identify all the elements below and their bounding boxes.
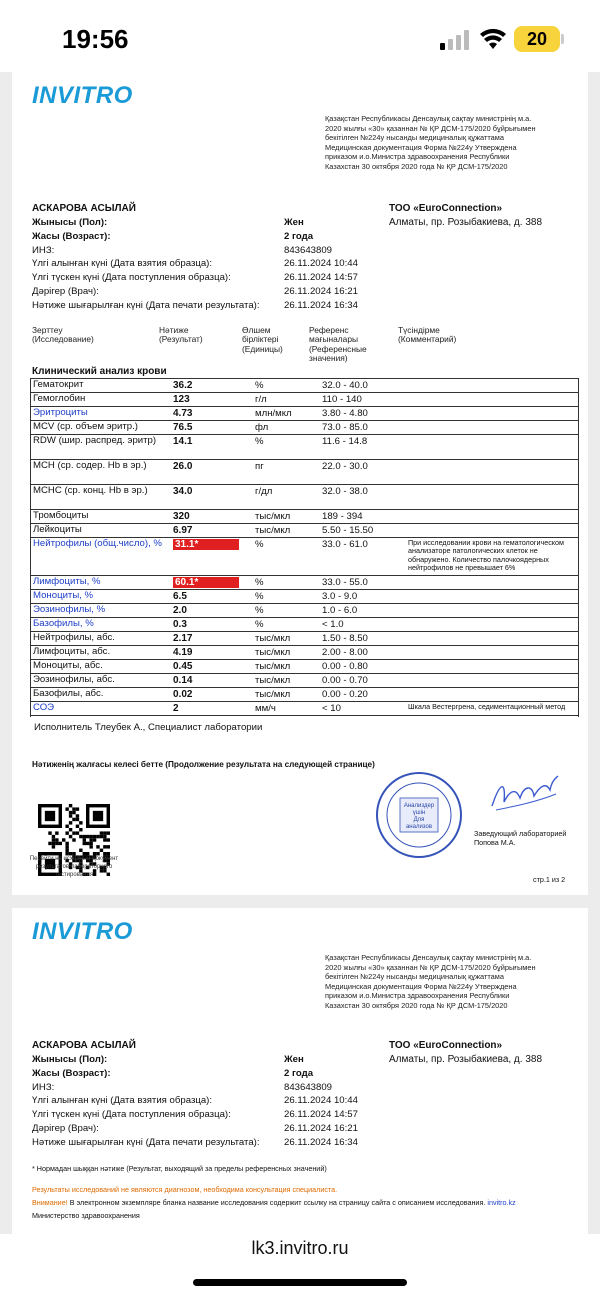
table-row: [30, 618, 578, 632]
table-row: [30, 632, 578, 646]
reference-range: 33.0 - 61.0: [322, 539, 368, 550]
result-cell: [173, 422, 192, 433]
table-row: [30, 435, 578, 460]
legal-notice-2: Қазақстан Республикасы Денсаулық сақтау министрінің м.а. 2020 жылғы «30» қазаннан № ҚР ДСМ-175/2020 бұйрығымен бекітілген №224у нысанды медициналық құжаттама Медицинская документация Форма №224у Утверждена приказом и.о.Министра здравоохранения Республики Казахстан 30 октября 2020 года № ҚР ДСМ-175/2020: [325, 953, 536, 1010]
test-name[interactable]: Эритроциты: [33, 407, 88, 418]
table-row: [30, 510, 578, 524]
result-value: 2: [173, 703, 179, 714]
patient-field: [32, 1054, 552, 1068]
patient-field: [32, 286, 552, 300]
note-electronic-copy: Внимание! В электронном экземпляре бланка название исследования содержит ссылку на страницу сайта с описанием исследования. invitro.kz: [32, 1198, 516, 1207]
test-name[interactable]: Лимфоциты, %: [33, 576, 101, 587]
field-value: 843643809: [284, 1081, 333, 1093]
patient-name: АСКАРОВА АСЫЛАЙ: [32, 203, 136, 214]
svg-text:анализов: анализов: [405, 824, 433, 830]
result-cell: [173, 408, 192, 419]
units: %: [255, 577, 264, 588]
test-name[interactable]: Эозинофилы, %: [33, 604, 106, 615]
field-value: 26.11.2024 10:44: [284, 1095, 358, 1107]
patient-field: [32, 1068, 552, 1082]
result-cell: [173, 591, 187, 602]
units: тыс/мкл: [255, 511, 291, 522]
test-name[interactable]: СОЭ: [33, 702, 55, 713]
field-value: 26.11.2024 16:34: [284, 1136, 358, 1148]
address-bar-url[interactable]: lk3.invitro.ru: [251, 1238, 349, 1258]
result-cell: [173, 689, 192, 700]
reference-range: 1.0 - 6.0: [322, 605, 358, 616]
result-value: 36.2: [173, 380, 193, 391]
units: фл: [255, 422, 269, 433]
patient-details: [32, 217, 552, 314]
lab-organization: ТОО «EuroConnection» Алматы, пр. Розыбакиева, д. 388: [389, 203, 543, 228]
reference-range: 3.0 - 9.0: [322, 591, 358, 602]
table-row: [30, 604, 578, 618]
table-border-left: [30, 378, 31, 717]
result-value: 0.02: [173, 689, 193, 700]
units: тыс/мкл: [255, 675, 291, 686]
test-name: Гематокрит: [33, 379, 84, 390]
result-cell: [173, 394, 190, 405]
qr-caption: Перейти на исходный документ результатов лабораторного тестирования: [29, 856, 119, 878]
page-number: стр.1 из 2: [533, 875, 566, 884]
reference-range: 0.00 - 0.80: [322, 661, 368, 672]
field-label: Жасы (Возраст):: [32, 1067, 111, 1079]
field-value: 2 года: [284, 230, 314, 242]
patient-field: [32, 1123, 552, 1137]
svg-text:үшін: үшін: [412, 810, 426, 816]
document-page-1: INVITRO Қазақстан Республикасы Денсаулық сақтау министрінің м.а. 2020 жылғы «30» қазаннан № ҚР ДСМ-175/2020 бұйрығымен бекітілген №224у нысанды медициналық құжаттама Медицинская документация Форма №224у Утверждена приказом и.о.Министра здравоохранения Республики Казахстан 30 октября 2020 года № ҚР ДСМ-175/2020 АСКАРОВА АСЫЛАЙ ТОО «EuroConnection» Алматы, пр. Розыбакиева, д. 388 Жынысы (Пол): Жен Жасы (Возраст): 2 года ИНЗ: 843643809 Үлгі алынған күні (Дата взятия образца): 26.11.2024 10:44 Үлгі түскен күні (Дата поступления образца): 26.11.2024 14:57 Дәрігер (Врач): 26.11.2024 16:21 Нәтиже шығарылған күні (Дата печати результата): 26.11.2024 16:34 Зерттеу (Исследование) Нәтиже (Результат) Өлшем бірліктері (Единицы) Референс мағыналары (Референсные значения) Түсіндірме (Комментарий) Клинический анализ крови Гематокрит 36.2 % 32.0 - 40.0 Гемоглобин 123 г/л 110 - 140 Эритроциты 4.73 млн/мкл 3.80 - 4.80 MCV (ср. объем эритр.) 76.5 фл 73.0 - 85.0 RDW (шир. распред. эритр) 14.1 % 11.6 - 14.8 MCH (ср. содер. Hb в эр.) 26.0 пг 22.0 - 30.0 MCHC (ср. конц. Hb в эр.) 34.0 г/дл 32.0 - 38.0 Тромбоциты 320 тыс/мкл 189 - 394 Лейкоциты 6.97 тыс/мкл 5.50 - 15.50 Нейтрофилы (общ.число), % 31.1* % 33.0 - 61.0 При исследовании крови на гематологическом анализаторе патологических клеток не обнаружено. Количество палочкоядерных нейтрофилов не превышает 6% Лимфоциты, % 60.1* % 33.0 - 55.0 Моноциты, % 6.5 % 3.0 - 9.0 Эозинофилы, % 2.0 % 1.0 - 6.0 Базофилы, % 0.3 % < 1.0 Нейтрофилы, абс. 2.17 тыс/мкл 1.50 - 8.50 Лимфоциты, абс. 4.19 тыс/мкл 2.00 - 8.00 Моноциты, абс. 0.45 тыс/мкл 0.00 - 0.80 Эозинофилы, абс. 0.14 тыс/мкл 0.00 - 0.70 Базофилы, абс. 0.02 тыс/мкл 0.00 - 0.20 СОЭ 2 мм/ч < 10 Шкала Вестергрена, седиментационный метод Исполнитель Тлеубек А., Специалист лаборатории Нәтиженің жалғасы келесі бетте (Продолжение результата на следующей странице) Перейти на исходный документ результатов лабораторного тестирования Анализдер үшін Для анализов Заведующий лабораторией Попова М.А. стр.1 из 2: [12, 72, 588, 895]
units: тыс/мкл: [255, 689, 291, 700]
units: %: [255, 436, 264, 447]
lab-organization-2: ТОО «EuroConnection» Алматы, пр. Розыбакиева, д. 388: [389, 1040, 543, 1065]
patient-field: [32, 272, 552, 286]
result-cell: [173, 577, 239, 588]
test-name[interactable]: Базофилы, %: [33, 618, 94, 629]
wifi-icon: [480, 28, 506, 50]
reference-range: 5.50 - 15.50: [322, 525, 374, 536]
field-label: ИНЗ:: [32, 244, 55, 256]
test-name[interactable]: Нейтрофилы (общ.число), %: [33, 538, 162, 549]
result-value: 4.19: [173, 647, 193, 658]
invitro-logo: INVITRO: [32, 82, 133, 109]
table-row: [30, 702, 578, 716]
patient-name-2: АСКАРОВА АСЫЛАЙ: [32, 1040, 136, 1051]
result-value: 2.0: [173, 605, 187, 616]
svg-text:Анализдер: Анализдер: [403, 803, 435, 809]
table-row: [30, 674, 578, 688]
field-label: Жынысы (Пол):: [32, 1054, 108, 1065]
test-name: MCH (ср. содер. Hb в эр.): [33, 460, 147, 471]
result-value: 4.73: [173, 408, 193, 419]
units: тыс/мкл: [255, 661, 291, 672]
test-name: Базофилы, абс.: [33, 688, 104, 699]
invitro-kz-link[interactable]: invitro.kz: [487, 1198, 516, 1207]
document-viewer[interactable]: [0, 72, 600, 1234]
table-row: [30, 421, 578, 435]
test-name: Нейтрофилы, абс.: [33, 632, 115, 643]
note-out-of-range: * Нормадан шыққан нәтиже (Результат, выходящий за пределы референсных значений): [32, 1164, 327, 1173]
clock: 19:56: [62, 24, 129, 54]
field-value: Жен: [284, 217, 304, 228]
field-label: Нәтиже шығарылған күні (Дата печати результата):: [32, 299, 260, 311]
reference-range: 32.0 - 40.0: [322, 380, 368, 391]
patient-field: [32, 1095, 552, 1109]
battery-indicator: 20: [514, 26, 560, 52]
test-name[interactable]: Моноциты, %: [33, 590, 94, 601]
units: %: [255, 605, 264, 616]
cellular-signal-icon: [440, 30, 470, 50]
field-value: 843643809: [284, 244, 333, 256]
field-label: Үлгі алынған күні (Дата взятия образца):: [32, 258, 213, 270]
battery-tip: [561, 34, 564, 44]
reference-range: 189 - 394: [322, 511, 363, 522]
result-value: 0.45: [173, 661, 193, 672]
test-name: Лимфоциты, абс.: [33, 646, 111, 657]
comment: При исследовании крови на гематологическом анализаторе патологических клеток не обнаружено. Количество палочкоядерных нейтрофилов не превышает 6%: [408, 538, 564, 573]
result-value: 26.0: [173, 461, 193, 472]
reference-range: 11.6 - 14.8: [322, 436, 368, 447]
invitro-logo-2: INVITRO: [32, 918, 133, 945]
table-row: [30, 660, 578, 674]
table-row: [30, 688, 578, 702]
result-value: 6.5: [173, 591, 187, 602]
result-cell: [173, 647, 192, 658]
reference-range: 110 - 140: [322, 394, 362, 405]
result-value-flagged: 60.1*: [173, 577, 239, 588]
field-label: Үлгі түскен күні (Дата поступления образца):: [32, 272, 231, 284]
reference-range: < 1.0: [322, 619, 344, 630]
result-value: 2.17: [173, 633, 193, 644]
note-ministry: Министерство здравоохранения: [32, 1211, 140, 1220]
result-value: 0.14: [173, 675, 193, 686]
patient-field: [32, 245, 552, 259]
units: млн/мкл: [255, 408, 292, 419]
units: тыс/мкл: [255, 647, 291, 658]
reference-range: 0.00 - 0.70: [322, 675, 368, 686]
result-cell: [173, 619, 187, 630]
result-cell: [173, 461, 192, 472]
document-page-2: [12, 908, 588, 1234]
browser-bottom-bar: [0, 1234, 600, 1297]
field-value: 2 года: [284, 1067, 314, 1079]
table-row: [30, 393, 578, 407]
field-value: 26.11.2024 16:21: [284, 285, 358, 297]
executor: Исполнитель Тлеубек А., Специалист лаборатории: [34, 722, 263, 733]
patient-field: [32, 1109, 552, 1123]
note-not-diagnosis: Результаты исследований не являются диагнозом, необходима консультация специалиста.: [32, 1185, 338, 1194]
field-value: 26.11.2024 14:57: [284, 1109, 358, 1121]
test-name: Моноциты, абс.: [33, 660, 103, 671]
test-name: Лейкоциты: [33, 524, 82, 535]
units: %: [255, 619, 264, 630]
result-value: 123: [173, 394, 190, 405]
result-cell: [173, 633, 192, 644]
field-label: Жасы (Возраст):: [32, 230, 111, 242]
result-cell: [173, 436, 192, 447]
test-name: Эозинофилы, абс.: [33, 674, 115, 685]
field-value: 26.11.2024 16:34: [284, 299, 358, 311]
test-name: Тромбоциты: [33, 510, 89, 521]
field-value: 26.11.2024 14:57: [284, 272, 358, 284]
units: г/л: [255, 394, 267, 405]
patient-field: [32, 231, 552, 245]
result-value: 0.3: [173, 619, 187, 630]
result-cell: [173, 703, 179, 714]
patient-field: [32, 300, 552, 314]
reference-range: < 10: [322, 703, 341, 714]
units: тыс/мкл: [255, 633, 291, 644]
reference-range: 3.80 - 4.80: [322, 408, 368, 419]
field-label: Дәрігер (Врач):: [32, 285, 99, 297]
result-cell: [173, 675, 192, 686]
units: %: [255, 380, 264, 391]
table-row: [30, 407, 578, 421]
lab-stamp: [374, 770, 464, 860]
home-indicator[interactable]: [193, 1279, 407, 1286]
reference-range: 1.50 - 8.50: [322, 633, 368, 644]
result-value: 34.0: [173, 486, 193, 497]
patient-field: [32, 1082, 552, 1096]
continuation-note: Нәтиженің жалғасы келесі бетте (Продолжение результата на следующей странице): [32, 760, 375, 769]
result-cell: [173, 380, 192, 391]
result-value-flagged: 31.1*: [173, 539, 239, 550]
table-row: [30, 576, 578, 590]
test-name: RDW (шир. распред. эритр): [33, 435, 157, 446]
reference-range: 2.00 - 8.00: [322, 647, 368, 658]
table-border-right: [578, 378, 579, 717]
units: %: [255, 591, 264, 602]
patient-field: [32, 1137, 552, 1151]
result-cell: [173, 486, 192, 497]
result-cell: [173, 511, 190, 522]
field-label: ИНЗ:: [32, 1081, 55, 1093]
result-value: 6.97: [173, 525, 193, 536]
test-name: Гемоглобин: [33, 393, 86, 404]
table-row: [30, 538, 578, 576]
test-name: MCV (ср. объем эритр.): [33, 421, 138, 432]
result-cell: [173, 539, 239, 550]
field-label: Жынысы (Пол):: [32, 217, 108, 228]
head-of-lab: Заведующий лабораторией Попова М.А.: [474, 829, 567, 847]
patient-field: [32, 258, 552, 272]
result-value: 320: [173, 511, 190, 522]
test-name: MCHC (ср. конц. Hb в эр.): [33, 485, 148, 496]
reference-range: 73.0 - 85.0: [322, 422, 368, 433]
patient-field: [32, 217, 552, 231]
patient-details-2: [32, 1054, 552, 1151]
status-bar: [0, 0, 600, 72]
field-label: Нәтиже шығарылған күні (Дата печати результата):: [32, 1136, 260, 1148]
result-cell: [173, 661, 192, 672]
section-title: Клинический анализ крови: [32, 366, 167, 377]
table-row: [30, 460, 578, 485]
result-value: 76.5: [173, 422, 193, 433]
field-label: Дәрігер (Врач):: [32, 1122, 99, 1134]
field-label: Үлгі түскен күні (Дата поступления образца):: [32, 1109, 231, 1121]
units: мм/ч: [255, 703, 276, 714]
reference-range: 33.0 - 55.0: [322, 577, 368, 588]
field-value: 26.11.2024 10:44: [284, 258, 358, 270]
result-value: 14.1: [173, 436, 193, 447]
reference-range: 0.00 - 0.20: [322, 689, 368, 700]
table-row: [30, 590, 578, 604]
results-table: [30, 378, 578, 716]
signature: [486, 772, 564, 818]
table-row: [30, 485, 578, 510]
result-cell: [173, 605, 187, 616]
units: %: [255, 539, 264, 550]
units: тыс/мкл: [255, 525, 291, 536]
field-value: 26.11.2024 16:21: [284, 1122, 358, 1134]
legal-notice: Қазақстан Республикасы Денсаулық сақтау министрінің м.а. 2020 жылғы «30» қазаннан № ҚР ДСМ-175/2020 бұйрығымен бекітілген №224у нысанды медициналық құжаттама Медицинская документация Форма №224у Утверждена приказом и.о.Министра здравоохранения Республики Казахстан 30 октября 2020 года № ҚР ДСМ-175/2020: [325, 114, 536, 171]
units: г/дл: [255, 486, 273, 497]
field-value: Жен: [284, 1054, 304, 1065]
table-row: [30, 646, 578, 660]
field-label: Үлгі алынған күні (Дата взятия образца):: [32, 1095, 213, 1107]
result-cell: [173, 525, 192, 536]
reference-range: 22.0 - 30.0: [322, 461, 368, 472]
reference-range: 32.0 - 38.0: [322, 486, 368, 497]
table-row: [30, 379, 578, 393]
svg-text:Для: Для: [413, 817, 425, 823]
units: пг: [255, 461, 264, 472]
table-row: [30, 524, 578, 538]
comment: Шкала Вестергрена, седиментационный метод: [408, 702, 566, 711]
